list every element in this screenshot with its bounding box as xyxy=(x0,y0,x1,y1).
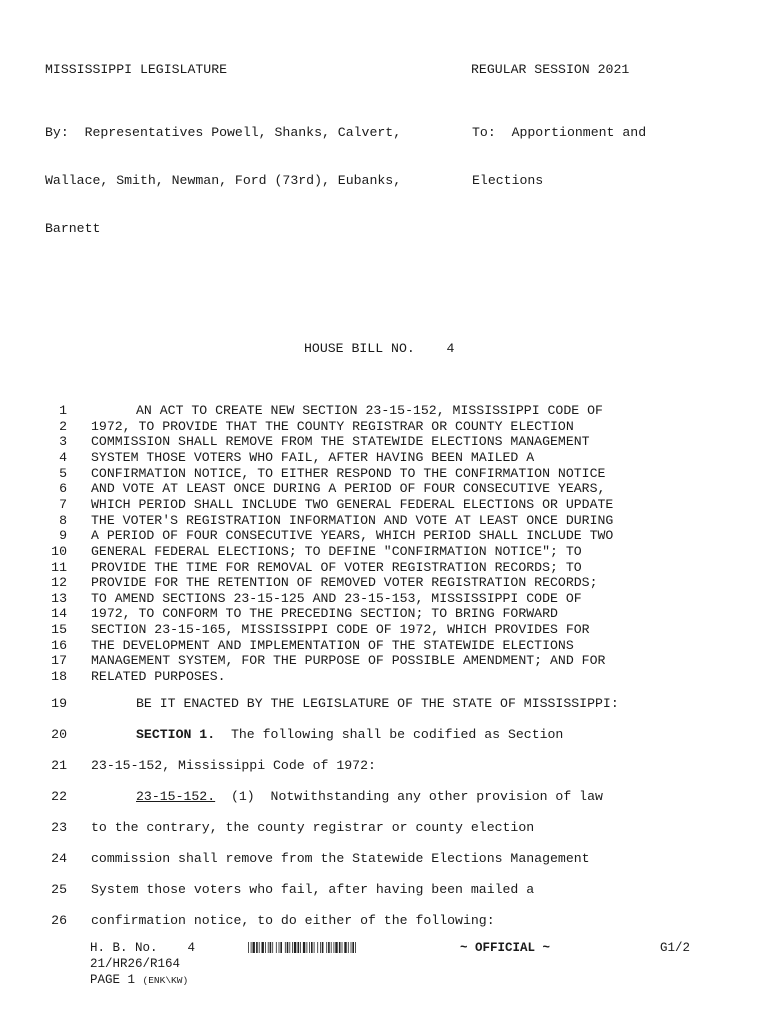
line-text: THE DEVELOPMENT AND IMPLEMENTATION OF THE STATEWIDE ELECTIONS xyxy=(91,637,574,653)
line-text-rest: (1) Notwithstanding any other provision of law xyxy=(215,789,603,804)
line-text: PROVIDE THE TIME FOR REMOVAL OF VOTER REGISTRATION RECORDS; TO xyxy=(91,559,582,575)
line-text: SECTION 23-15-165, MISSISSIPPI CODE OF 1972, WHICH PROVIDES FOR xyxy=(91,622,590,638)
body-line xyxy=(0,497,770,513)
body-line xyxy=(0,560,770,576)
body-line xyxy=(0,727,770,743)
barcode-icon xyxy=(248,942,356,953)
body-line xyxy=(0,882,770,898)
body-line xyxy=(0,638,770,654)
line-number: 4 xyxy=(59,449,67,465)
body-line xyxy=(0,466,770,482)
line-number: 12 xyxy=(51,575,67,591)
body-line xyxy=(0,591,770,607)
legislature-heading: MISSISSIPPI LEGISLATURE xyxy=(45,62,228,77)
line-number: 26 xyxy=(51,913,67,928)
body-line xyxy=(0,758,770,774)
typist-initials: (ENK\KW) xyxy=(142,975,189,986)
body-line xyxy=(0,575,770,591)
line-text: AN ACT TO CREATE NEW SECTION 23-15-152, MISSISSIPPI CODE OF xyxy=(136,403,603,418)
code-section-number: 23-15-152. xyxy=(136,789,216,804)
sponsors-block xyxy=(45,93,401,253)
sponsors-line: Wallace, Smith, Newman, Ford (73rd), Eubanks, xyxy=(45,173,402,188)
body-line xyxy=(0,513,770,529)
line-text: confirmation notice, to do either of the following: xyxy=(91,913,495,928)
line-text xyxy=(91,789,603,804)
line-text: commission shall remove from the Statewide Elections Management xyxy=(91,851,590,866)
body-line xyxy=(0,403,770,419)
line-number: 20 xyxy=(51,727,67,742)
sponsors-line: Barnett xyxy=(45,221,101,236)
line-text: WHICH PERIOD SHALL INCLUDE TWO GENERAL FEDERAL ELECTIONS OR UPDATE xyxy=(91,496,614,512)
line-text: 1972, TO PROVIDE THAT THE COUNTY REGISTRAR OR COUNTY ELECTION xyxy=(91,418,574,434)
line-text: System those voters who fail, after having been mailed a xyxy=(91,882,535,897)
line-number: 25 xyxy=(51,882,67,897)
line-text: to the contrary, the county registrar or county election xyxy=(91,820,535,835)
section-label: SECTION 1. xyxy=(136,727,216,742)
line-text: AND VOTE AT LEAST ONCE DURING A PERIOD OF FOUR CONSECUTIVE YEARS, xyxy=(91,481,606,497)
body-line xyxy=(0,419,770,435)
line-number: 13 xyxy=(51,590,67,606)
body-line xyxy=(0,820,770,836)
body-line xyxy=(0,789,770,805)
body-line xyxy=(0,851,770,867)
line-number: 3 xyxy=(59,434,67,450)
line-text: PROVIDE FOR THE RETENTION OF REMOVED VOTER REGISTRATION RECORDS; xyxy=(91,575,598,591)
line-number: 22 xyxy=(51,789,67,804)
line-text: 1972, TO CONFORM TO THE PRECEDING SECTION; TO BRING FORWARD xyxy=(91,606,558,622)
line-number: 7 xyxy=(59,496,67,512)
line-number: 24 xyxy=(51,851,67,866)
line-number: 16 xyxy=(51,637,67,653)
committee-line: Elections xyxy=(472,173,544,188)
line-number: 5 xyxy=(59,465,67,481)
committee-line: To: Apportionment and xyxy=(472,125,647,140)
footer-bill-number: H. B. No. 4 xyxy=(90,941,196,955)
body-line xyxy=(0,606,770,622)
line-number: 1 xyxy=(59,403,67,418)
body-line xyxy=(0,622,770,638)
official-label: ~ OFFICIAL ~ xyxy=(460,941,551,955)
line-number: 23 xyxy=(51,820,67,835)
line-number: 6 xyxy=(59,481,67,497)
body-line xyxy=(0,528,770,544)
line-text: CONFIRMATION NOTICE, TO EITHER RESPOND TO THE CONFIRMATION NOTICE xyxy=(91,465,606,481)
line-number: 14 xyxy=(51,606,67,622)
line-text: A PERIOD OF FOUR CONSECUTIVE YEARS, WHICH PERIOD SHALL INCLUDE TWO xyxy=(91,528,614,544)
bill-title: HOUSE BILL NO. 4 xyxy=(304,341,455,356)
line-text: THE VOTER'S REGISTRATION INFORMATION AND VOTE AT LEAST ONCE DURING xyxy=(91,512,614,528)
footer-code: G1/2 xyxy=(659,941,690,955)
session-heading: REGULAR SESSION 2021 xyxy=(471,62,630,77)
line-text: COMMISSION SHALL REMOVE FROM THE STATEWIDE ELECTIONS MANAGEMENT xyxy=(91,434,590,450)
line-number: 11 xyxy=(51,559,67,575)
line-number: 10 xyxy=(51,543,67,559)
line-number: 2 xyxy=(59,418,67,434)
body-line xyxy=(0,653,770,669)
body-line xyxy=(0,696,770,712)
body-line xyxy=(0,434,770,450)
line-number: 15 xyxy=(51,622,67,638)
line-text: BE IT ENACTED BY THE LEGISLATURE OF THE STATE OF MISSISSIPPI: xyxy=(136,696,619,711)
line-text: TO AMEND SECTIONS 23-15-125 AND 23-15-153, MISSISSIPPI CODE OF xyxy=(91,590,582,606)
page-number: PAGE 1 xyxy=(90,973,136,987)
line-text-rest: The following shall be codified as Section xyxy=(215,727,564,742)
line-number: 19 xyxy=(51,696,67,711)
line-number: 21 xyxy=(51,758,67,773)
footer-page xyxy=(90,973,188,987)
body-line xyxy=(0,481,770,497)
line-text: SYSTEM THOSE VOTERS WHO FAIL, AFTER HAVING BEEN MAILED A xyxy=(91,449,535,465)
body-line xyxy=(0,669,770,685)
line-number: 9 xyxy=(59,528,67,544)
footer-doc-id: 21/HR26/R164 xyxy=(90,957,181,971)
line-number: 18 xyxy=(51,669,67,685)
line-text: RELATED PURPOSES. xyxy=(91,669,226,685)
sponsors-line: By: Representatives Powell, Shanks, Calvert, xyxy=(45,125,402,140)
body-line xyxy=(0,913,770,929)
body-line xyxy=(0,450,770,466)
line-text: MANAGEMENT SYSTEM, FOR THE PURPOSE OF POSSIBLE AMENDMENT; AND FOR xyxy=(91,653,606,669)
line-text: GENERAL FEDERAL ELECTIONS; TO DEFINE "CONFIRMATION NOTICE"; TO xyxy=(91,543,582,559)
line-text xyxy=(91,727,563,742)
line-number: 8 xyxy=(59,512,67,528)
body-line xyxy=(0,544,770,560)
line-text: 23-15-152, Mississippi Code of 1972: xyxy=(91,758,376,773)
line-number: 17 xyxy=(51,653,67,669)
committee-block xyxy=(472,93,646,205)
